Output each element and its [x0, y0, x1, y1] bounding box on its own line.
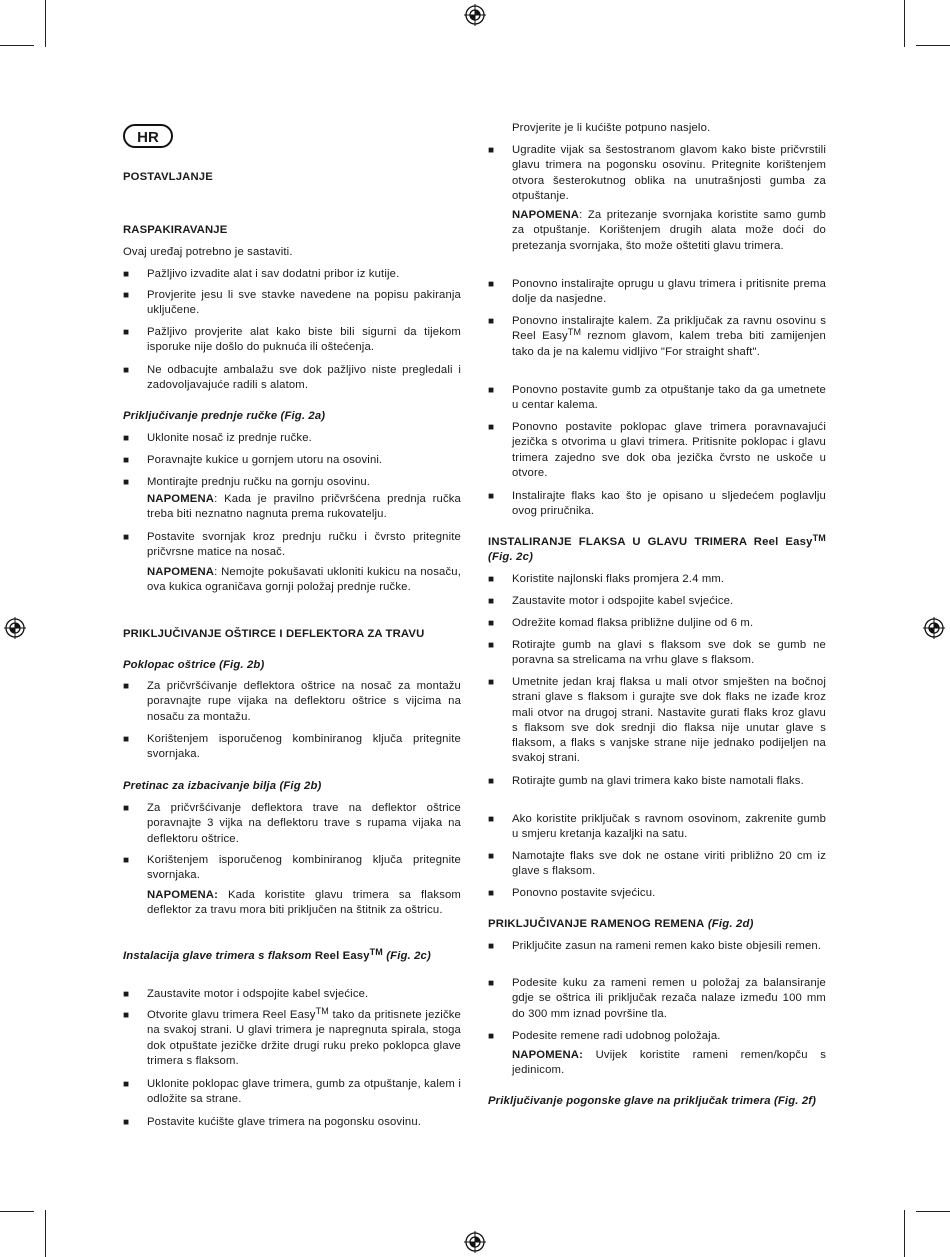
- text-block: [488, 489, 826, 520]
- list-item: [123, 1077, 461, 1108]
- list-item-text: Pažljivo provjerite alat kako biste bili sigurni da tijekom isporuke nije došlo do puknuća ili oštećenja.: [147, 326, 461, 354]
- list-item-text: Pažljivo izvadite alat i sav dodatni pribor iz kutije.: [147, 268, 400, 280]
- list-item: [123, 1008, 461, 1069]
- note-label: NAPOMENA:: [512, 1049, 584, 1061]
- list-item: [123, 679, 461, 725]
- list-item: [488, 314, 826, 360]
- bullet-square-icon: ■: [488, 145, 495, 156]
- text-block: [123, 288, 461, 319]
- list-item: [488, 277, 826, 308]
- bullet-square-icon: ■: [488, 640, 495, 651]
- subsection-heading: [123, 949, 461, 964]
- list-item-text: reznom glavom, kalem treba biti zamijenjen tako da je na kalemu vidljivo "For straight shaft".: [512, 330, 826, 358]
- text-block: [123, 627, 461, 642]
- text-block: [123, 853, 461, 884]
- subsection-heading: Priključivanje prednje ručke (Fig. 2a): [123, 410, 326, 422]
- subsection-heading: Priključivanje pogonske glave na priključak trimera (Fig. 2f): [488, 1095, 817, 1107]
- bullet-square-icon: ■: [488, 574, 495, 585]
- note-text: : Za pritezanje svornjaka koristite samo gumb za otpuštanje. Korištenjem drugih alata može doći do pretezanja svornjaka, što može oštetiti glavu trimera.: [512, 209, 826, 252]
- note-label: NAPOMENA: [512, 209, 580, 221]
- list-item: [123, 801, 461, 847]
- bullet-square-icon: ■: [123, 1117, 130, 1128]
- bullet-square-icon: ■: [488, 316, 495, 327]
- list-item-text: Podesite remene radi udobnog položaja.: [512, 1030, 721, 1042]
- list-item: [488, 886, 826, 901]
- note-text: Provjerite je li kućište potpuno nasjelo.: [512, 122, 711, 134]
- list-item: [488, 976, 826, 1022]
- note-label: NAPOMENA:: [147, 889, 219, 901]
- bullet-square-icon: ■: [123, 327, 130, 338]
- note: [123, 888, 461, 919]
- list-item-text: Zaustavite motor i odspojite kabel svjećice.: [147, 988, 369, 1000]
- list-item: [123, 267, 461, 282]
- note-text: Kada koristite glavu trimera sa flaksom deflektor za travu mora biti priključen na štitnik za oštricu.: [147, 889, 461, 917]
- list-item-text: Ako koristite priključak s ravnom osovinom, zakrenite gumb u smjeru kretanja kazaljki na satu.: [512, 813, 826, 841]
- heading-part: Reel Easy: [311, 950, 370, 962]
- heading-part: (Fig. 2c): [382, 950, 431, 962]
- bullet-square-icon: ■: [123, 734, 130, 745]
- list-item-text: Umetnite jedan kraj flaksa u mali otvor smješten na bočnoj strani glave s flaksom i gurajte sve dok flaks ne izađe kroz mali otvor na drugoj strani. Nastavite gurati flaks kroz glavu s flaksom sve dok srednji dio flaksa nije unutar glave s flaksom, a flaks s vanjske strane nije jednako podijeljen na svakoj strani.: [512, 676, 826, 765]
- list-item: [123, 530, 461, 561]
- list-item-text: Uklonite poklopac glave trimera, gumb za otpuštanje, kalem i odložite sa strane.: [147, 1078, 461, 1106]
- bullet-square-icon: ■: [123, 681, 130, 692]
- list-item: [123, 987, 461, 1002]
- section-heading: RASPAKIRAVANJE: [123, 224, 228, 236]
- list-item-text: Uklonite nosač iz prednje ručke.: [147, 432, 312, 444]
- list-item: [488, 489, 826, 520]
- text-block: [123, 409, 461, 424]
- text-block: [488, 1094, 826, 1109]
- text-block: [488, 1029, 826, 1044]
- list-item-text: Ponovno instalirajte kalem. Za priključak za ravnu osovinu s Reel Easy: [512, 315, 826, 343]
- text-block: [488, 314, 826, 360]
- bullet-square-icon: ■: [123, 1010, 130, 1021]
- list-item: [488, 420, 826, 481]
- list-item-text: Ugradite vijak sa šestostranom glavom kako biste pričvrstili glavu trimera na pogonsku osovinu. Pritegnite korištenjem otvora šesterokutnog oblika na unutrašnjosti gumba za otpuštanje.: [512, 144, 826, 202]
- list-item-text: Rotirajte gumb na glavi s flaksom sve dok se gumb ne poravna sa strelicama na vrhu glave s flaksom.: [512, 639, 826, 667]
- list-item: [488, 638, 826, 669]
- crop-mark: [916, 45, 950, 46]
- list-item: [123, 1115, 461, 1130]
- note: [488, 208, 826, 254]
- text-block: [123, 801, 461, 847]
- heading-part: (Fig. 2d): [704, 918, 754, 930]
- text-block: [488, 675, 826, 767]
- crop-mark: [904, 1210, 905, 1257]
- bullet-square-icon: ■: [488, 279, 495, 290]
- note-text: : Nemojte pokušavati ukloniti kukicu na nosaču, ova kukica ograničava gornji položaj prednje ručke.: [147, 566, 461, 594]
- list-item-text: Ponovno instalirajte oprugu u glavu trimera i pritisnite prema dolje da nasjedne.: [512, 278, 826, 306]
- heading-part: (Fig. 2c): [488, 551, 534, 564]
- list-item-text: Za pričvršćivanje deflektora trave na deflektor oštrice poravnajte 3 vijka na deflektoru trave s rupama vijaka na deflektoru oštrice.: [147, 802, 461, 845]
- bullet-square-icon: ■: [123, 1079, 130, 1090]
- bullet-square-icon: ■: [488, 618, 495, 629]
- note: [123, 492, 461, 523]
- list-item-text: Instalirajte flaks kao što je opisano u sljedećem poglavlju ovog priručnika.: [512, 490, 826, 518]
- heading-part: PRIKLJUČIVANJE RAMENOG REMENA: [488, 918, 705, 930]
- text-block: [123, 679, 461, 725]
- list-item-text: Ponovno postavite svjećicu.: [512, 887, 656, 899]
- list-item-text: Koristite najlonski flaks promjera 2.4 mm.: [512, 573, 725, 585]
- text-block: [123, 492, 461, 523]
- section-heading: POSTAVLJANJE: [123, 171, 213, 183]
- trademark: TM: [812, 533, 826, 543]
- heading-part: INSTALIRANJE FLAKSA U GLAVU TRIMERA Reel Easy: [488, 536, 813, 548]
- list-item-text: Zaustavite motor i odspojite kabel svjećice.: [512, 595, 734, 607]
- list-item-text: tako da pritisnete jezičke na svakoj strani. U glavi trimera je napregnuta spirala, stoga dok otpuštate jezičke držite drugi ruku preko poklopca glave trimera s flaksom.: [147, 1009, 461, 1067]
- text-block: [123, 363, 461, 394]
- bullet-square-icon: ■: [488, 941, 495, 952]
- note-text: : Kada je pravilno pričvršćena prednja ručka treba biti neznatno nagnuta prema rukovatelju.: [147, 493, 461, 521]
- list-item: [123, 431, 461, 446]
- bullet-square-icon: ■: [488, 422, 495, 433]
- text-block: [123, 1115, 461, 1130]
- text-block: [488, 277, 826, 308]
- list-item: [488, 616, 826, 631]
- trademark: TM: [369, 947, 383, 957]
- text-block: [123, 223, 461, 238]
- text-block: [488, 535, 826, 566]
- note: [123, 565, 461, 596]
- list-item: [488, 939, 826, 954]
- subsection-heading: Poklopac oštrice (Fig. 2b): [123, 659, 265, 671]
- text-block: [123, 453, 461, 468]
- crop-mark: [0, 45, 34, 46]
- registration-mark-icon: [4, 617, 26, 639]
- crop-mark: [0, 1211, 34, 1212]
- list-item: [488, 812, 826, 843]
- text-block: [488, 594, 826, 609]
- section-heading: PRIKLJUČIVANJE OŠTIRCE I DEFLEKTORA ZA TRAVU: [123, 628, 425, 640]
- list-item: [123, 732, 461, 763]
- crop-mark: [916, 1211, 950, 1212]
- list-item: [123, 325, 461, 356]
- text-block: [123, 170, 461, 185]
- text-block: [488, 976, 826, 1022]
- list-item: [123, 475, 461, 490]
- text-block: [488, 939, 826, 954]
- bullet-square-icon: ■: [488, 385, 495, 396]
- text-block: [488, 208, 826, 254]
- text-block: [123, 325, 461, 356]
- bullet-square-icon: ■: [123, 433, 130, 444]
- text-block: [488, 812, 826, 843]
- text-block: [488, 383, 826, 414]
- note-text: Uvijek koristite rameni remen/kopču s jedinicom.: [512, 1049, 826, 1077]
- text-block: [123, 267, 461, 282]
- text-block: [488, 420, 826, 481]
- list-item-text: Postavite kućište glave trimera na pogonsku osovinu.: [147, 1116, 422, 1128]
- list-item-text: Podesite kuku za rameni remen u položaj za balansiranje gdje se oštrica ili priključak rezača nalaze između 100 mm do 300 mm iznad površine tla.: [512, 977, 826, 1020]
- list-item: [488, 675, 826, 767]
- list-item-text: Provjerite jesu li sve stavke navedene na popisu pakiranja uključene.: [147, 289, 461, 317]
- text-block: [488, 572, 826, 587]
- bullet-square-icon: ■: [488, 814, 495, 825]
- text-block: [488, 638, 826, 669]
- text-block: [488, 121, 826, 136]
- text-block: [123, 530, 461, 561]
- bullet-square-icon: ■: [488, 776, 495, 787]
- list-item: [123, 288, 461, 319]
- bullet-square-icon: ■: [488, 888, 495, 899]
- list-item-text: Korištenjem isporučenog kombiniranog ključa pritegnite svornjaka.: [147, 733, 461, 761]
- bullet-square-icon: ■: [123, 803, 130, 814]
- text-block: [488, 143, 826, 204]
- section-heading: [488, 917, 826, 932]
- list-item-text: Za pričvršćivanje deflektora oštrice na nosač za montažu poravnajte rupe vijaka na deflektoru oštrice s vijcima na nosaču za montažu.: [147, 680, 461, 723]
- list-item-text: Odrežite komad flaksa približne duljine od 6 m.: [512, 617, 754, 629]
- registration-mark-icon: [464, 4, 486, 26]
- registration-mark-icon: [464, 1231, 486, 1253]
- text-block: [123, 732, 461, 763]
- list-item-text: Poravnajte kukice u gornjem utoru na osovini.: [147, 454, 383, 466]
- list-item: [488, 1029, 826, 1044]
- list-item: [123, 453, 461, 468]
- text-block: [123, 779, 461, 794]
- note: [488, 1048, 826, 1079]
- text-block: [123, 888, 461, 919]
- bullet-square-icon: ■: [123, 532, 130, 543]
- text-block: [123, 658, 461, 673]
- bullet-square-icon: ■: [123, 290, 130, 301]
- text-block: [123, 475, 461, 490]
- trademark: TM: [315, 1006, 329, 1016]
- text-block: [488, 917, 826, 932]
- list-item-text: Otvorite glavu trimera Reel Easy: [147, 1009, 316, 1021]
- text-block: [488, 774, 826, 789]
- bullet-square-icon: ■: [488, 978, 495, 989]
- paragraph: Ovaj uređaj potrebno je sastaviti.: [123, 246, 293, 258]
- list-item: [123, 853, 461, 884]
- text-block: [123, 431, 461, 446]
- list-item-text: Korištenjem isporučenog kombiniranog ključa pritegnite svornjaka.: [147, 854, 461, 882]
- note-label: NAPOMENA: [147, 493, 215, 505]
- text-block: [488, 616, 826, 631]
- registration-mark-icon: [923, 617, 945, 639]
- bullet-square-icon: ■: [488, 1031, 495, 1042]
- list-item: [488, 572, 826, 587]
- note-label: NAPOMENA: [147, 566, 215, 578]
- text-block: [123, 245, 461, 260]
- subsection-heading: Pretinac za izbacivanje bilja (Fig 2b): [123, 780, 322, 792]
- list-item-text: Priključite zasun na rameni remen kako biste objesili remen.: [512, 940, 822, 952]
- list-item: [488, 383, 826, 414]
- bullet-square-icon: ■: [488, 677, 495, 688]
- list-item-text: Namotajte flaks sve dok ne ostane viriti približno 20 cm iz glave s flaksom.: [512, 850, 826, 878]
- bullet-square-icon: ■: [123, 989, 130, 1000]
- list-item: [123, 363, 461, 394]
- list-item-text: Postavite svornjak kroz prednju ručku i čvrsto pritegnite pričvrsne matice na nosač.: [147, 531, 461, 559]
- text-block: [488, 1048, 826, 1079]
- text-block: [123, 565, 461, 596]
- text-block: [488, 849, 826, 880]
- text-block: [488, 886, 826, 901]
- list-item-text: Ponovno postavite poklopac glave trimera poravnavajući jezička s otvorima u glavi trimera. Pritisnite poklopac i glavu trimera zajedno sve dok oba jezička čvrsto ne uskoče u otvore.: [512, 421, 826, 479]
- text-block: [123, 987, 461, 1002]
- crop-mark: [904, 0, 905, 47]
- list-item: [488, 594, 826, 609]
- list-item-text: Ponovno postavite gumb za otpuštanje tako da ga umetnete u centar kalema.: [512, 384, 826, 412]
- text-block: [123, 1077, 461, 1108]
- crop-mark: [45, 0, 46, 47]
- heading-part: Instalacija glave trimera s flaksom: [123, 950, 312, 962]
- list-item-text: Montirajte prednju ručku na gornju osovinu.: [147, 476, 371, 488]
- list-item-text: Ne odbacujte ambalažu sve dok pažljivo niste pregledali i zadovoljavajuće radili s alatom.: [147, 364, 461, 392]
- section-heading: [488, 535, 826, 566]
- trademark: TM: [567, 327, 582, 338]
- bullet-square-icon: ■: [488, 596, 495, 607]
- bullet-square-icon: ■: [123, 477, 130, 488]
- text-block: [123, 949, 461, 964]
- bullet-square-icon: ■: [123, 269, 130, 280]
- list-item-text: Rotirajte gumb na glavi trimera kako biste namotali flaks.: [512, 775, 804, 787]
- bullet-square-icon: ■: [488, 851, 495, 862]
- bullet-square-icon: ■: [123, 455, 130, 466]
- note: [488, 121, 826, 136]
- bullet-square-icon: ■: [488, 491, 495, 502]
- crop-mark: [45, 1210, 46, 1257]
- text-block: [123, 1008, 461, 1069]
- list-item: [488, 774, 826, 789]
- bullet-square-icon: ■: [123, 855, 130, 866]
- language-badge: HR: [123, 124, 173, 148]
- list-item: [488, 143, 826, 204]
- bullet-square-icon: ■: [123, 365, 130, 376]
- list-item: [488, 849, 826, 880]
